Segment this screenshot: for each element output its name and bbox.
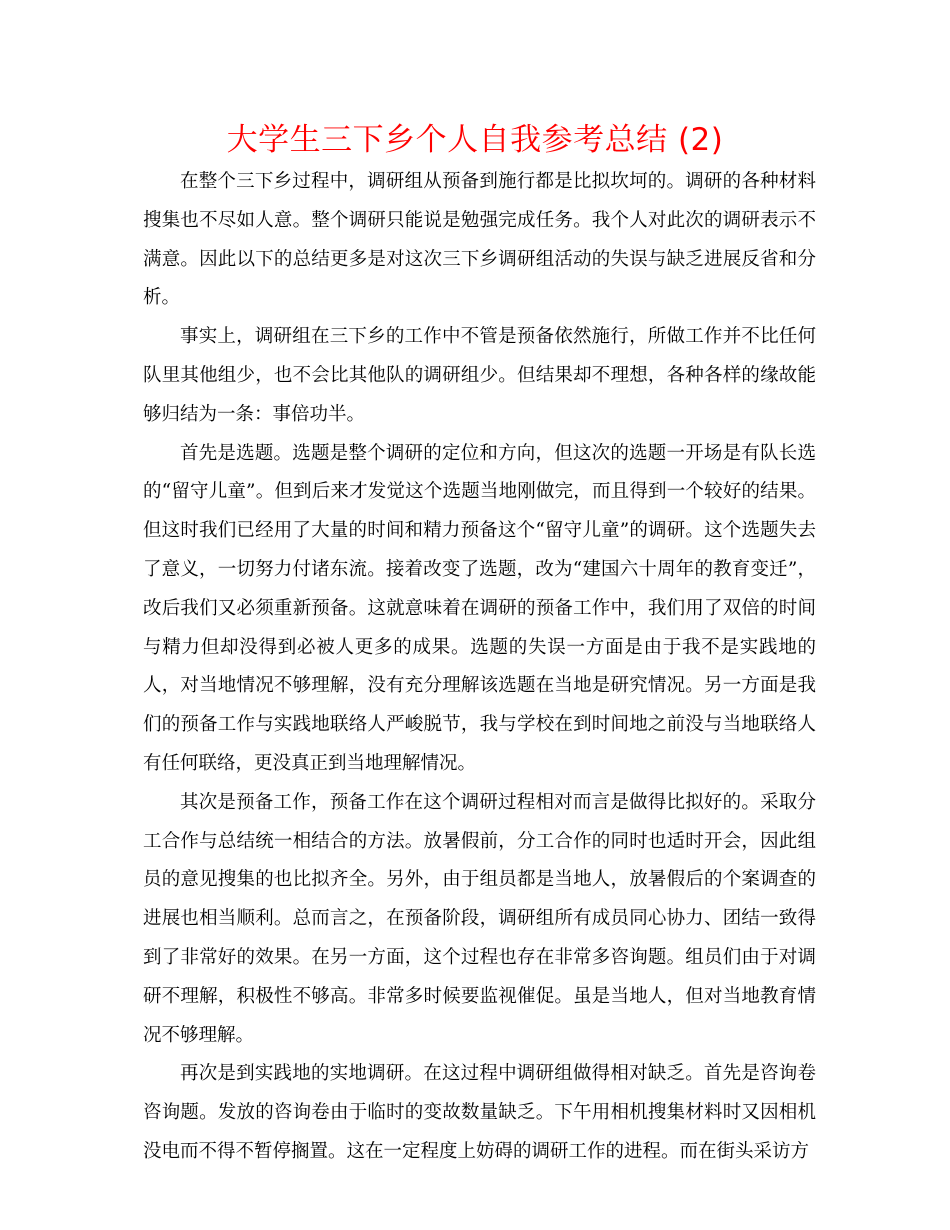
paragraph: 事实上，调研组在三下乡的工作中不管是预备依然施行，所做工作并不比任何队里其他组少，也不会比其他队的调研组少。但结果却不理想，各种各样的缘故能够归结为一条：事倍功半。 [143, 326, 816, 425]
document-title: 大学生三下乡个人自我参考总结 (2) [226, 122, 724, 158]
document-body [143, 163, 816, 1172]
paragraph: 首先是选题。选题是整个调研的定位和方向，但这次的选题一开场是有队长选的“留守儿童”。但到后来才发觉这个选题当地刚做完，而且得到一个较好的结果。但这时我们已经用了大量的时间和精力预备这个“留守儿童”的调研。这个选题失去了意义，一切努力付诸东流。接着改变了选题，改为“建国六十周年的教育变迁”，改后我们又必须重新预备。这就意味着在调研的预备工作中，我们用了双倍的时间与精力但却没得到必被人更多的成果。选题的失误一方面是由于我不是实践地的人，对当地情况不够理解，没有充分理解该选题在当地是研究情况。另一方面是我们的预备工作与实践地联络人严峻脱节，我与学校在到时间地之前没与当地联络人有任何联络，更没真正到当地理解情况。 [143, 442, 816, 774]
paragraph: 再次是到实践地的实地调研。在这过程中调研组做得相对缺乏。首先是咨询卷咨询题。发放的咨询卷由于临时的变故数量缺乏。下午用相机搜集材料时又因相机没电而不得不暂停搁置。这在一定程度上妨碍的调研工作的进程。而在街头采访方 [143, 1063, 816, 1162]
paragraph: 其次是预备工作，预备工作在这个调研过程相对而言是做得比拟好的。采取分工合作与总结统一相结合的方法。放暑假前，分工合作的同时也适时开会，因此组员的意见搜集的也比拟齐全。另外，由于组员都是当地人，放暑假后的个案调查的进展也相当顺利。总而言之，在预备阶段，调研组所有成员同心协力、团结一致得到了非常好的效果。在另一方面，这个过程也存在非常多咨询题。组员们由于对调研不理解，积极性不够高。非常多时候要监视催促。虽是当地人，但对当地教育情况不够理解。 [143, 791, 816, 1046]
paragraph: 在整个三下乡过程中，调研组从预备到施行都是比拟坎坷的。调研的各种材料搜集也不尽如人意。整个调研只能说是勉强完成任务。我个人对此次的调研表示不满意。因此以下的总结更多是对这次三下乡调研组活动的失误与缺乏进展反省和分析。 [143, 171, 816, 309]
